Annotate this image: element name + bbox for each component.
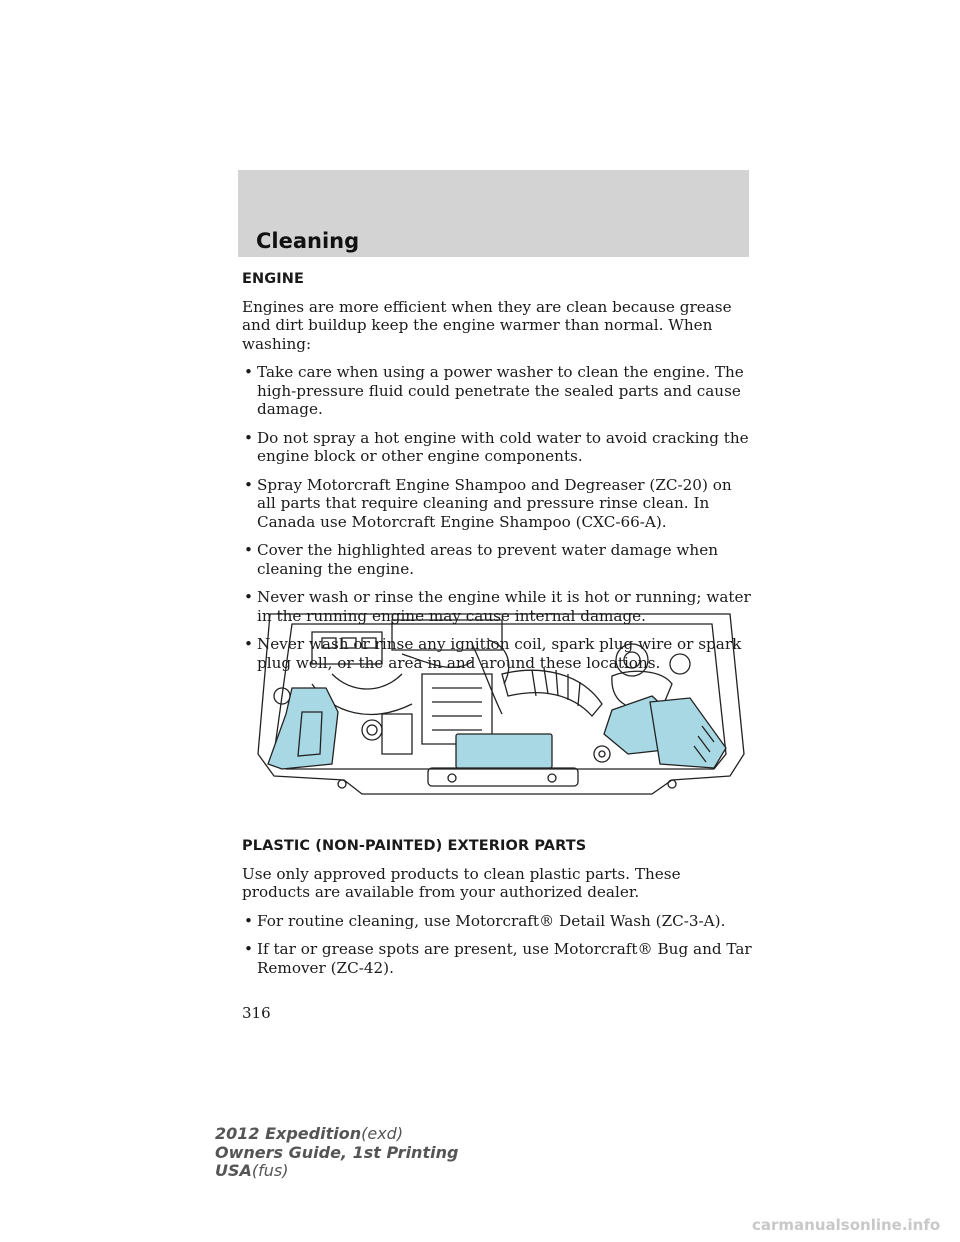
engine-bullet-3: • Spray Motorcraft Engine Shampoo and Degreaser (ZC-20) on all parts that require cleaning and pressure rinse clean. In Canada use Motorcraft Engine Shampoo (CXC-66-A). bbox=[242, 476, 752, 532]
plastic-intro: Use only approved products to clean plastic parts. These products are available from your authorized dealer. bbox=[242, 864, 681, 901]
footer-model-code: (exd) bbox=[361, 1124, 404, 1143]
plastic-bullet-2: • If tar or grease spots are present, use Motorcraft® Bug and Tar Remover (ZC-42). bbox=[242, 940, 752, 977]
engine-bullet-6: • Never wash or rinse any ignition coil, spark plug wire or spark plug well, or the area in and around these locations. bbox=[242, 635, 752, 672]
engine-compartment-drawing bbox=[252, 604, 749, 814]
engine-bullet-4: • Cover the highlighted areas to prevent water damage when cleaning the engine. bbox=[242, 541, 752, 578]
footer-model: 2012 Expedition bbox=[215, 1124, 362, 1143]
engine-bullet-2: • Do not spray a hot engine with cold water to avoid cracking the engine block or other engine components. bbox=[242, 429, 752, 466]
page-number: 316 bbox=[242, 1004, 271, 1022]
footer-market-code: (fus) bbox=[251, 1161, 289, 1180]
page-section-title: Cleaning bbox=[256, 229, 360, 253]
covered-area-right-large bbox=[650, 698, 726, 768]
covered-area-left bbox=[268, 688, 338, 769]
engine-bullet-1: • Take care when using a power washer to clean the engine. The high-pressure fluid could penetrate the sealed parts and cause damage. bbox=[242, 363, 752, 419]
plastic-section bbox=[242, 837, 752, 977]
plastic-bullet-list bbox=[242, 912, 752, 978]
engine-intro: Engines are more efficient when they are clean because grease and dirt buildup keep the engine warmer than normal. When washing: bbox=[242, 297, 732, 353]
print-footer bbox=[215, 1125, 458, 1181]
site-watermark: carmanualsonline.info bbox=[752, 1216, 941, 1234]
engine-illustration bbox=[252, 604, 749, 814]
engine-bullet-5: • Never wash or rinse the engine while it is hot or running; water in the running engine may cause internal damage. bbox=[242, 588, 752, 625]
covered-area-center bbox=[456, 734, 552, 768]
engine-heading: ENGINE bbox=[242, 271, 304, 287]
plastic-bullet-1: • For routine cleaning, use Motorcraft® Detail Wash (ZC-3-A). bbox=[242, 912, 752, 931]
plastic-heading: PLASTIC (NON-PAINTED) EXTERIOR PARTS bbox=[242, 838, 587, 854]
footer-edition: Owners Guide, 1st Printing bbox=[215, 1142, 459, 1162]
footer-market: USA bbox=[215, 1161, 252, 1180]
